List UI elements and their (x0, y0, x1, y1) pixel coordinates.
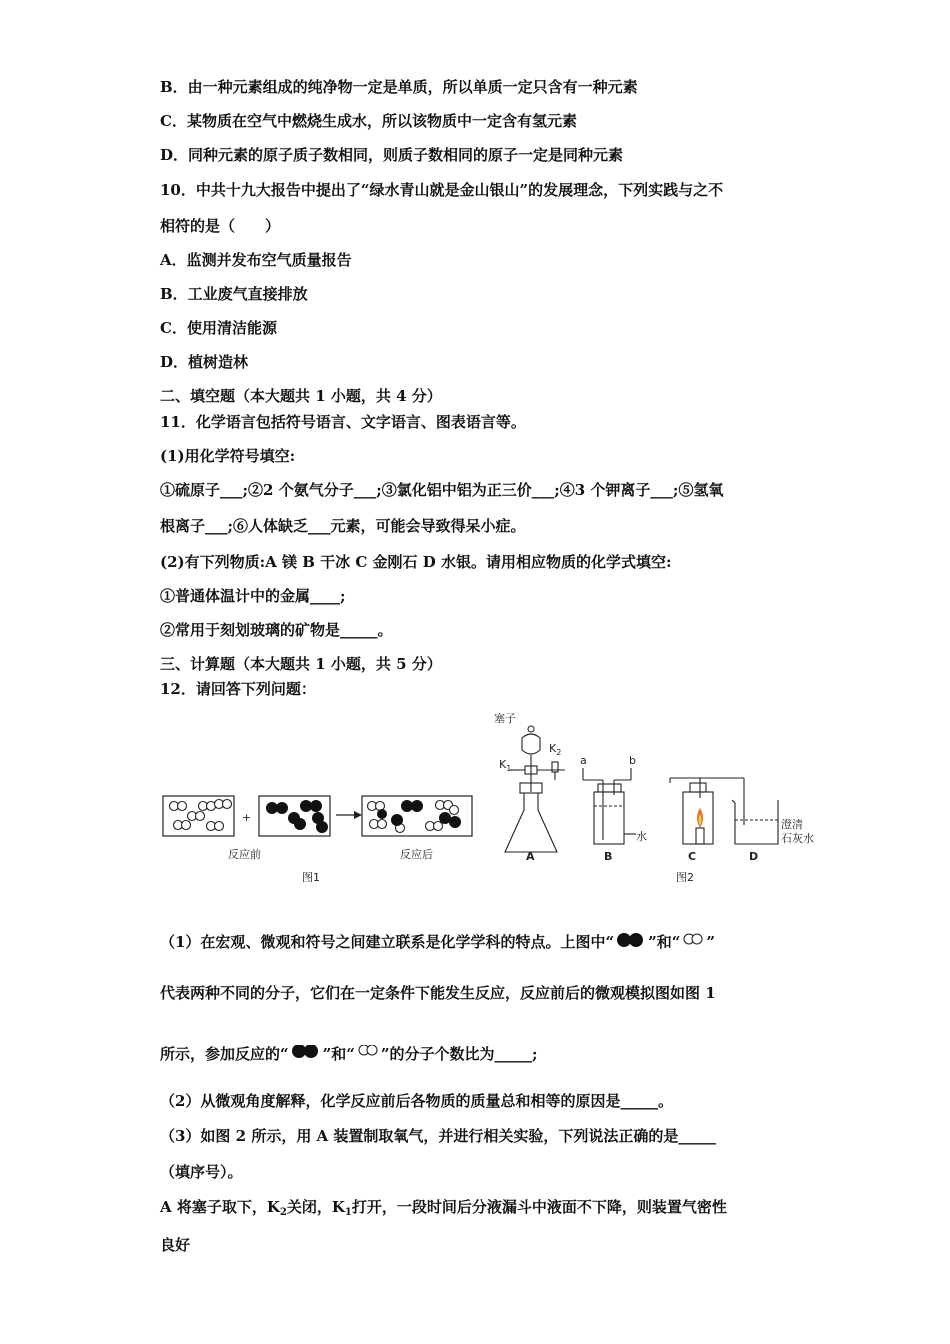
q9-option-b: B．由一种元素组成的纯净物一定是单质，所以单质一定只含有一种元素 (160, 78, 638, 96)
label-water: 水 (636, 830, 647, 843)
q12-part3-option-a-line2: 良好 (160, 1236, 191, 1254)
label-k2: $K_2$ (549, 742, 562, 757)
q12-part1-line1: （1）在宏观、微观和符号之间建立联系是化学学科的特点。上图中“ ”和“ ” (160, 932, 715, 956)
figure1-reactant-box (259, 796, 330, 836)
figure2-caption: 图2 (676, 871, 694, 884)
figure1-after-box (362, 796, 472, 836)
q11-part1-line2: 根离子___;⑥人体缺乏___元素，可能会导致得呆小症。 (160, 517, 526, 535)
apparatus-c (670, 778, 744, 844)
q10-option-c: C．使用清洁能源 (160, 319, 277, 337)
q9-option-c: C．某物质在空气中燃烧生成水，所以该物质中一定含有氢元素 (160, 112, 577, 130)
label-c: C (688, 850, 697, 863)
q12-part2: （2）从微观角度解释，化学反应前后各物质的质量总和相等的原因是_____。 (160, 1092, 673, 1110)
q12-part3-option-a-line1: A 将塞子取下，$K_2$关闭，$K_1$打开，一段时间后分液漏斗中液面不下降，则装置气密性 (160, 1198, 727, 1218)
q11-stem: 11．化学语言包括符号语言、文字语言、图表语言等。 (160, 413, 526, 431)
label-k1: $K_1$ (499, 758, 512, 773)
figure1-caption: 图1 (302, 871, 320, 884)
q12-part1-line2: 代表两种不同的分子，它们在一定条件下能发生反应，反应前后的微观模拟图如图 1 (160, 984, 716, 1002)
q10-option-a: A．监测并发布空气质量报告 (160, 251, 352, 269)
q12-part1-line3: 所示，参加反应的“ ”和“ ”的分子个数比为_____; (160, 1044, 538, 1068)
figure1-after-label: 反应后 (400, 848, 433, 861)
white-molecule-icon (680, 933, 706, 956)
q10-option-d: D．植树造林 (160, 353, 249, 371)
label-limewater-1: 澄清 (781, 818, 803, 831)
figure1-before-label: 反应前 (228, 848, 261, 861)
label-limewater-2: 石灰水 (781, 832, 814, 845)
label-b: B (604, 850, 613, 863)
black-molecule-icon (289, 1045, 323, 1068)
q12-stem: 12．请回答下列问题： (160, 680, 316, 698)
q11-part2-item1: ①普通体温计中的金属____; (160, 587, 346, 605)
label-port-a: a (580, 754, 587, 767)
q12-part3-line2: （填序号）。 (160, 1163, 243, 1181)
label-d: D (749, 850, 759, 863)
black-molecule-icon (614, 933, 648, 956)
q12-figures (0, 700, 950, 890)
section-3-heading: 三、计算题（本大题共 1 小题，共 5 分） (160, 655, 442, 673)
q11-part1: (1)用化学符号填空: (160, 447, 296, 465)
white-molecule-icon (355, 1045, 381, 1068)
q11-part2: (2)有下列物质:A 镁 B 干冰 C 金刚石 D 水银。请用相应物质的化学式填空: (160, 553, 672, 571)
q12-part3-line1: （3）如图 2 所示，用 A 装置制取氧气，并进行相关实验，下列说法正确的是_____ (160, 1127, 716, 1145)
label-port-b: b (629, 754, 636, 767)
label-stopper: 塞子 (494, 712, 516, 725)
q11-part1-line1: ①硫原子___;②2 个氨气分子___;③氯化铝中铝为正三价___;④3 个钾离子___;⑤氢氧 (160, 481, 724, 499)
q9-option-d: D．同种元素的原子质子数相同，则质子数相同的原子一定是同种元素 (160, 146, 624, 164)
q10-stem-line1: 10．中共十九大报告中提出了“绿水青山就是金山银山”的发展理念，下列实践与之不 (160, 181, 724, 199)
apparatus-b (583, 768, 636, 844)
figure1-plus: + (242, 811, 252, 824)
figure1-before-box (163, 796, 234, 836)
q10-option-b: B．工业废气直接排放 (160, 285, 308, 303)
label-a: A (526, 850, 535, 863)
section-2-heading: 二、填空题（本大题共 1 小题，共 4 分） (160, 387, 442, 405)
apparatus-d (732, 800, 778, 844)
q10-stem-line2: 相符的是（ ） (160, 217, 281, 235)
q11-part2-item2: ②常用于刻划玻璃的矿物是_____。 (160, 621, 393, 639)
